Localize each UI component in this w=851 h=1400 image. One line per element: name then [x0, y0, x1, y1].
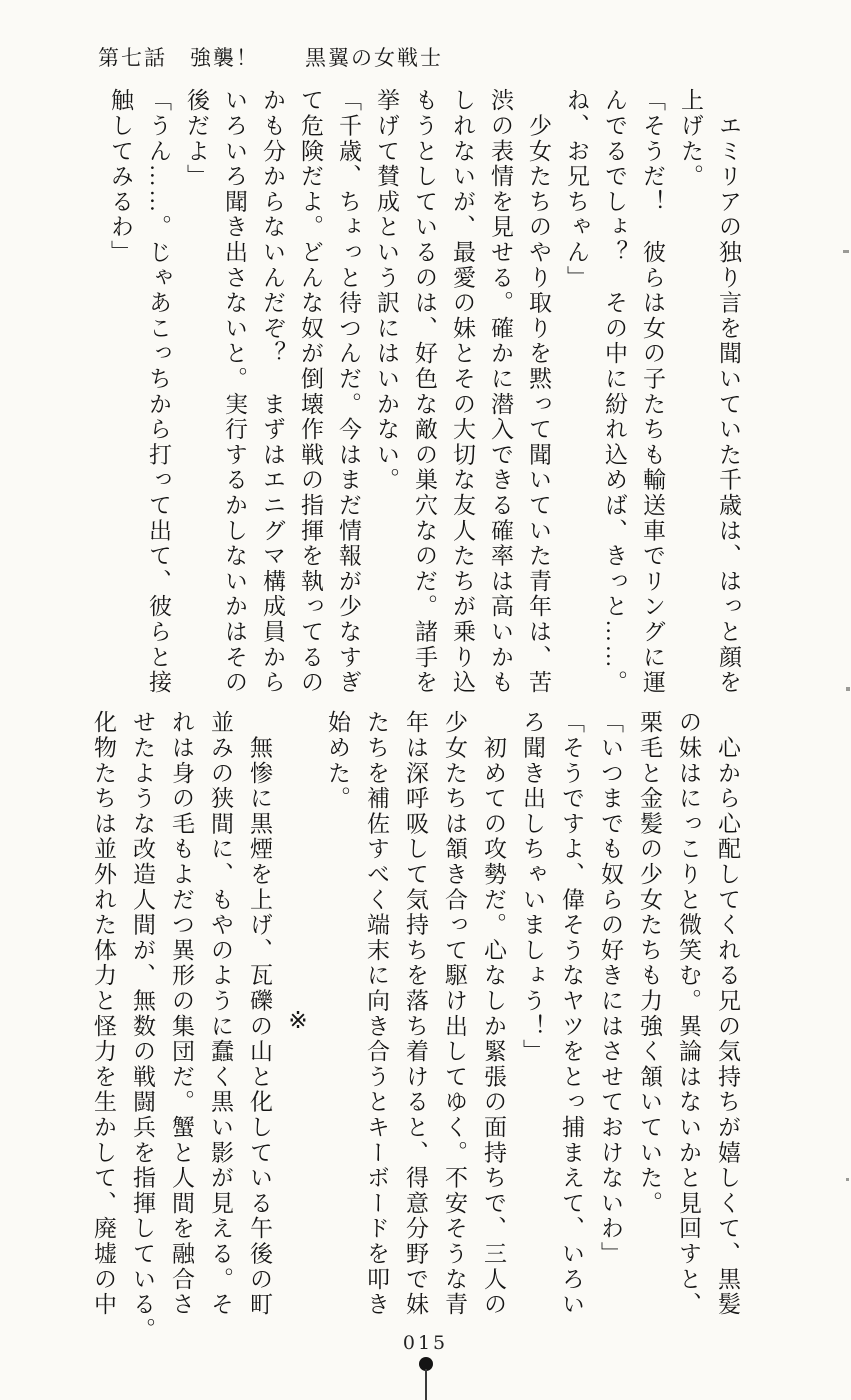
text-column: 初めての攻勢だ。心なしか緊張の面持ちで、三人の — [481, 710, 506, 1318]
text-column: 栗毛と金髪の少女たちも力強く頷いていた。 — [637, 710, 662, 1216]
text-column: 少女たちは頷き合って駆け出してゆく。不安そうな青 — [442, 710, 467, 1318]
text-column: 並みの狭間に、もやのように蠢く黒い影が見える。そ — [208, 710, 233, 1318]
text-column: ろ聞き出しちゃいましょう！」 — [520, 710, 545, 1065]
chapter-title: 第七話 強襲！ 黒翼の女戦士 — [98, 46, 443, 70]
binding-stem-line — [425, 1369, 427, 1400]
text-column: 無惨に黒煙を上げ、瓦礫の山と化している午後の町 — [247, 710, 272, 1318]
scan-speck — [846, 687, 850, 691]
text-block-upper — [101, 88, 747, 704]
text-column: 後だよ」 — [184, 88, 209, 190]
page-number: 015 — [402, 1332, 449, 1354]
text-column: 触してみるわ」 — [108, 88, 133, 266]
text-column: ね、お兄ちゃん」 — [564, 88, 589, 291]
text-column: 始めた。 — [325, 710, 350, 812]
text-column: 心から心配してくれる兄の気持ちが嬉しくて、黒髪 — [715, 710, 740, 1318]
text-column: 挙げて賛成という訳にはいかない。 — [374, 88, 399, 493]
text-column: せたような改造人間が、無数の戦闘兵を指揮している。 — [130, 710, 155, 1343]
text-column: しれないが、最愛の妹とその大切な友人たちが乗り込 — [450, 88, 475, 696]
text-column: いろいろ聞き出さないと。実行するかしないかはその — [222, 88, 247, 696]
text-column: 年は深呼吸して気持ちを落ち着けると、得意分野で妹 — [403, 710, 428, 1318]
text-column: もうとしているのは、好色な敵の巣穴なのだ。諸手を — [412, 88, 437, 696]
text-column: たちを補佐すべく端末に向き合うとキーボードを叩き — [364, 710, 389, 1318]
text-column: 「そうだ！ 彼らは女の子たちも輸送車でリングに運 — [640, 88, 665, 696]
text-column: 「うん……。じゃあこっちから打って出て、彼らと接 — [146, 88, 171, 696]
text-column: 「いつまでも奴らの好きにはさせておけないわ」 — [598, 710, 623, 1267]
text-column: んでるでしょ？ その中に紛れ込めば、きっと……。 — [602, 88, 627, 696]
scan-speck — [846, 1178, 849, 1181]
text-column: て危険だよ。どんな奴が倒壊作戦の指揮を執ってるの — [298, 88, 323, 696]
text-column: 化物たちは並外れた体力と怪力を生かして、廃墟の中 — [91, 710, 116, 1318]
text-column: 「千歳、ちょっと待つんだ。今はまだ情報が少なすぎ — [336, 88, 361, 696]
text-column: 「そうですよ、偉そうなヤツをとっ捕まえて、いろい — [559, 710, 584, 1318]
text-column: 少女たちのやり取りを黙って聞いていた青年は、苦 — [526, 88, 551, 696]
text-column: 渋の表情を見せる。確かに潜入できる確率は高いかも — [488, 88, 513, 696]
text-column: の妹はにっこりと微笑む。異論はないかと見回すと、 — [676, 710, 701, 1318]
text-column: エミリアの独り言を聞いていた千歳は、はっと顔を — [716, 88, 741, 696]
section-divider: ※ — [286, 1008, 311, 1034]
scan-speck — [843, 250, 849, 253]
text-column: 上げた。 — [678, 88, 703, 190]
text-column: れは身の毛もよだつ異形の集団だ。蟹と人間を融合さ — [169, 710, 194, 1318]
text-column: かも分からないんだぞ？ まずはエニグマ構成員から — [260, 88, 285, 696]
